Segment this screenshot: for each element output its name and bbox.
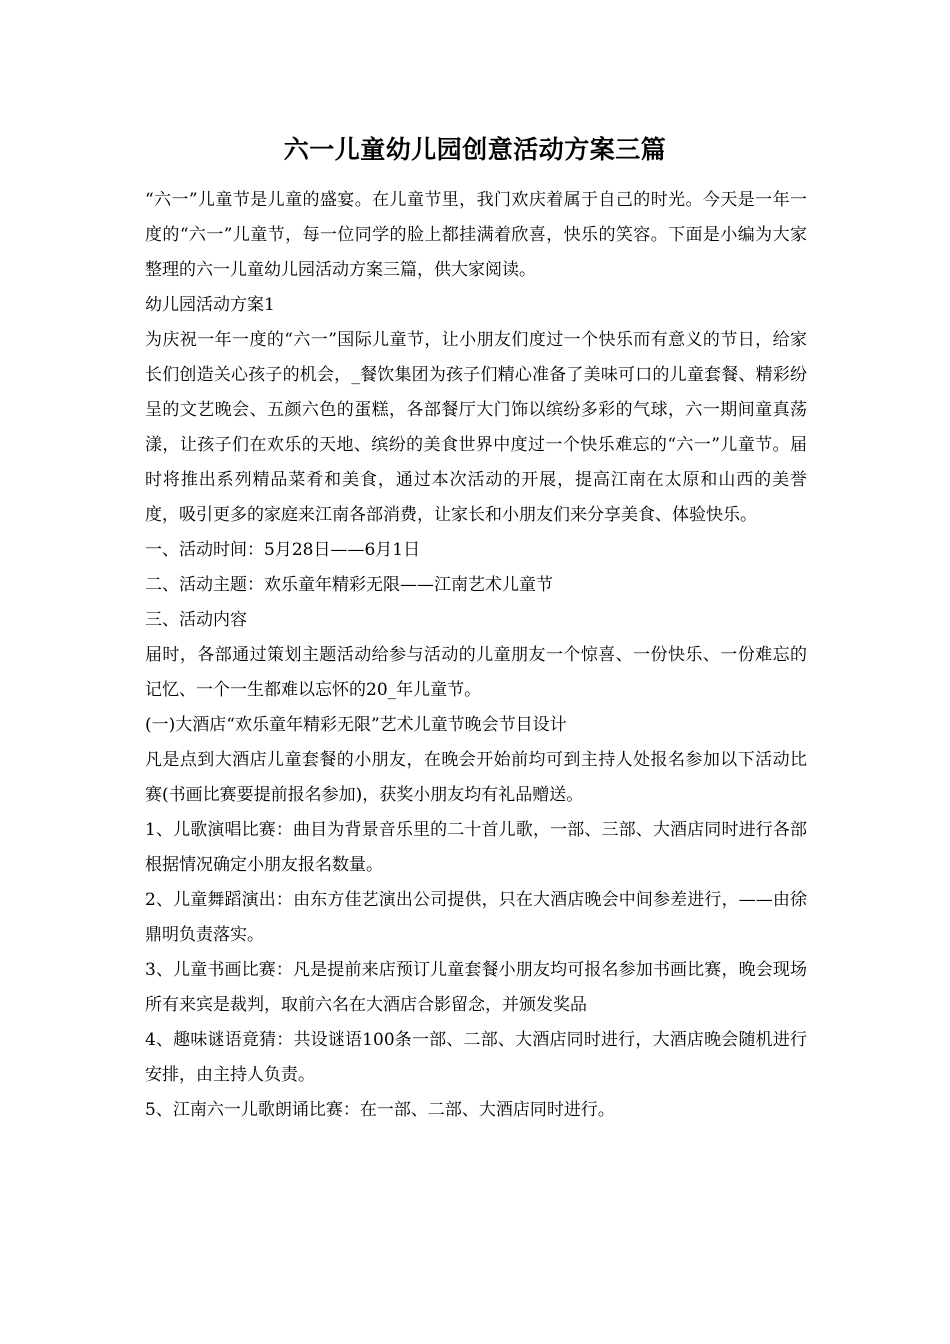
section-heading: 幼儿园活动方案1: [145, 295, 275, 315]
document-title: 六一儿童幼儿园创意活动方案三篇: [283, 135, 667, 164]
list-item: 1、儿歌演唱比赛：曲目为背景音乐里的二十首儿歌，一部、三部、大酒店同时进行各部根据情况确定小朋友报名数量。: [145, 820, 807, 875]
list-item: 2、儿童舞蹈演出：由东方佳艺演出公司提供，只在大酒店晚会中间参差进行，——由徐鼎明负责落实。: [145, 890, 807, 945]
body-paragraph: 凡是点到大酒店儿童套餐的小朋友，在晚会开始前均可到主持人处报名参加以下活动比赛(书画比赛要提前报名参加)，获奖小朋友均有礼品赠送。: [145, 750, 807, 805]
activity-content-heading: 三、活动内容: [145, 610, 247, 630]
body-paragraph: 届时，各部通过策划主题活动给参与活动的儿童朋友一个惊喜、一份快乐、一份难忘的记忆、一个一生都难以忘怀的20_年儿童节。: [145, 645, 807, 700]
intro-paragraph: “六一”儿童节是儿童的盛宴。在儿童节里，我门欢庆着属于自己的时光。今天是一年一度的“六一”儿童节，每一位同学的脸上都挂满着欣喜，快乐的笑容。下面是小编为大家整理的六一儿童幼儿园活动方案三篇，供大家阅读。: [145, 190, 807, 280]
list-item: 4、趣味谜语竟猜：共设谜语100条一部、二部、大酒店同时进行，大酒店晚会随机进行安排，由主持人负责。: [145, 1030, 807, 1085]
subsection-heading: (一)大酒店“欢乐童年精彩无限”艺术儿童节晚会节目设计: [145, 715, 567, 735]
list-item: 5、江南六一儿歌朗诵比赛：在一部、二部、大酒店同时进行。: [145, 1100, 615, 1120]
list-item: 3、儿童书画比赛：凡是提前来店预订儿童套餐小朋友均可报名参加书画比赛，晚会现场所有来宾是裁判，取前六名在大酒店合影留念，并颁发奖品: [145, 960, 807, 1015]
activity-theme: 二、活动主题：欢乐童年精彩无限——江南艺术儿童节: [145, 575, 553, 595]
document-body: [145, 183, 807, 1128]
activity-time: 一、活动时间：5月28日——6月1日: [145, 540, 421, 560]
body-paragraph: 为庆祝一年一度的“六一”国际儿童节，让小朋友们度过一个快乐而有意义的节日，给家长们创造关心孩子的机会，_餐饮集团为孩子们精心准备了美味可口的儿童套餐、精彩纷呈的文艺晚会、五颜六色的蛋糕，各部餐厅大门饰以缤纷多彩的气球，六一期间童真荡漾，让孩子们在欢乐的天地、缤纷的美食世界中度过一个快乐难忘的“六一”儿童节。届时将推出系列精品菜肴和美食，通过本次活动的开展，提高江南在太原和山西的美誉度，吸引更多的家庭来江南各部消费，让家长和小朋友们来分享美食、体验快乐。: [145, 330, 807, 525]
